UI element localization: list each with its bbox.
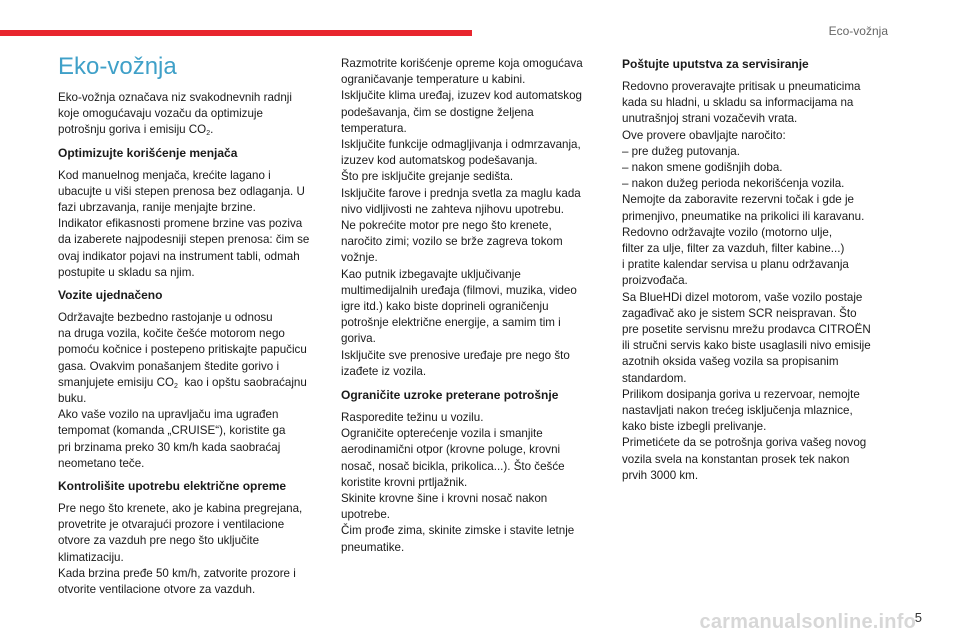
text-line: proizvođača.	[622, 274, 688, 288]
paragraph-excess-consumption	[341, 410, 605, 556]
text-line: Razmotrite korišćenje opreme koja omogućava	[341, 57, 583, 70]
text-line: Rasporedite težinu u vozilu.	[341, 411, 484, 425]
text-line: primenjivo, pneumatike na prikolici ili karavanu.	[622, 209, 865, 223]
section-heading-excess-consumption: Ograničite uzroke preterane potrošnje	[341, 388, 559, 403]
paragraph-servicing	[622, 79, 887, 484]
text-line: zagađivač ako je sistem SCR neispravan. Što	[622, 306, 857, 320]
text-line: igre itd.) kako biste doprineli ograničenju	[341, 300, 549, 314]
text-line: postupite u skladu sa njim.	[58, 265, 195, 279]
column-right	[622, 56, 887, 488]
text-line: goriva.	[341, 332, 376, 346]
text-line: standardom.	[622, 371, 687, 385]
text-line: buku.	[58, 392, 87, 406]
text-line: Eko-vožnja označava niz svakodnevnih radnji	[58, 91, 292, 104]
text-line: Skinite krovne šine i krovni nosač nakon	[341, 492, 548, 506]
paragraph-smooth-driving	[58, 310, 324, 472]
text-fragment: potrošnju goriva i emisiju CO	[58, 123, 207, 137]
section-header-label: Eco-vožnja	[828, 24, 888, 38]
section-heading-servicing: Poštujte uputstva za servisiranje	[622, 57, 809, 71]
text-line: ovaj indikator pojavi na instrument tabli, odmah	[58, 249, 300, 263]
text-line: Ako vaše vozilo na upravljaču ima ugrađen	[58, 408, 279, 422]
text-line: prvih 3000 km.	[622, 468, 699, 482]
text-line: aerodinamični otpor (krovne poluge, krovni	[341, 443, 561, 457]
text-line: Isključite klima uređaj, izuzev kod automatskog	[341, 89, 583, 103]
header-accent-bar	[0, 30, 472, 36]
paragraph-electrical	[58, 501, 324, 598]
text-line: Redovno održavajte vozilo (motorno ulje,	[622, 225, 833, 239]
text-fragment: kao i opštu saobraćajnu	[177, 375, 307, 389]
text-line: fazi ubrzavanja, ranije menjajte brzine.	[58, 201, 256, 215]
page-title: Eko-vožnja	[58, 53, 177, 80]
text-line: pomoću kočnice i postepeno pritiskajte papučicu	[58, 343, 307, 357]
text-line: azotnih oksida vašeg vozila sa propisanim	[622, 355, 839, 369]
text-line: Sa BlueHDi dizel motorom, vaše vozilo postaje	[622, 290, 863, 304]
text-line: vozila svela na konstantan prosek tek nakon	[622, 452, 850, 466]
text-line: pneumatike.	[341, 540, 405, 554]
text-line: izađete iz vozila.	[341, 364, 427, 378]
list-item: – nakon smene godišnjih doba.	[622, 161, 783, 175]
text-line: nosač, nosač bicikla, prikolica...). Što češće	[341, 459, 565, 473]
text-line: Ove provere obavljajte naročito:	[622, 128, 786, 142]
text-line: vožnje.	[341, 251, 378, 265]
text-line: ograničavanje temperature u kabini.	[341, 73, 526, 87]
column-left	[58, 52, 324, 602]
text-line: filter za ulje, filter za vazduh, filter kabine...)	[622, 242, 845, 256]
text-line: nivo vidljivosti ne zahteva njihovu upotrebu.	[341, 202, 564, 216]
text-line	[58, 122, 324, 138]
list-item: – pre dužeg putovanja.	[622, 144, 740, 158]
text-line: Redovno proveravajte pritisak u pneumaticima	[622, 80, 861, 93]
text-line: Isključite sve prenosive uređaje pre nego što	[341, 348, 570, 362]
text-fragment: smanjujete emisiju CO	[58, 375, 174, 389]
text-line: Ne pokrećite motor pre nego što krenete,	[341, 219, 552, 233]
text-line: pre posetite servisnu mrežu prodavca CITROËN	[622, 323, 871, 337]
text-line: Pre nego što krenete, ako je kabina pregrejana,	[58, 502, 303, 516]
watermark: carmanualsonline.info	[699, 611, 916, 633]
text-line: da izaberete najpodesniji stepen prenosa: čim se	[58, 233, 310, 247]
text-line: koje omogućavaju vozaču da optimizuje	[58, 107, 263, 121]
text-line: Čim prođe zima, skinite zimske i stavite letnje	[341, 524, 575, 538]
text-line: tempomat (komanda „CRUISE“), koristite ga	[58, 424, 286, 438]
text-line: Nemojte da zaboravite rezervni točak i gde je	[622, 193, 854, 207]
paragraph-equipment	[341, 56, 605, 380]
intro-paragraph	[58, 90, 324, 139]
section-heading-electrical: Kontrolišite upotrebu električne opreme	[58, 479, 287, 494]
text-line: izuzev kod automatskog podešavanja.	[341, 154, 538, 168]
text-line: na druga vozila, kočite češće motorom nego	[58, 327, 285, 341]
text-line	[58, 375, 324, 391]
section-heading-gears: Optimizujte korišćenje menjača	[58, 145, 238, 160]
text-line: Primetićete da se potrošnja goriva vašeg novog	[622, 436, 867, 450]
text-line: kada su hladni, u skladu sa informacijama na	[622, 96, 854, 110]
text-line: gasa. Ovakvim ponašanjem štedite gorivo i	[58, 359, 280, 373]
text-line: Održavajte bezbedno rastojanje u odnosu	[58, 311, 273, 325]
text-line: ubacujte u viši stepen prenosa bez odlaganja. U	[58, 184, 305, 198]
text-line: naročito zimi; vozilo se brže zagreva tokom	[341, 235, 563, 249]
text-line: otvore za vazduh pre nego što uključite	[58, 534, 260, 548]
text-line: ili stručni servis kako biste usaglasili nivo emisije	[622, 339, 871, 353]
text-line: Isključite funkcije odmagljivanja i odmrzavanja,	[341, 138, 581, 152]
text-line: podešavanja, čim se dostigne željena	[341, 105, 534, 119]
text-fragment: .	[210, 123, 214, 137]
text-line: koristite krovni prtljažnik.	[341, 475, 468, 489]
text-line: temperatura.	[341, 121, 407, 135]
text-line: otvorite ventilacione otvore za vazduh.	[58, 583, 256, 597]
text-line: kako biste izbegli prelivanje.	[622, 420, 767, 434]
text-line: Kod manuelnog menjača, krećite lagano i	[58, 168, 271, 182]
column-middle	[341, 56, 605, 560]
text-line: Isključite farove i prednja svetla za maglu kada	[341, 186, 581, 200]
text-line: multimedijalnih uređaja (filmovi, muzika, video	[341, 283, 577, 297]
text-line: Kao putnik izbegavajte uključivanje	[341, 267, 521, 281]
text-line: i pratite kalendar servisa u planu održavanja	[622, 258, 849, 272]
text-line: nastavljati nakon trećeg isključenja mlaznice,	[622, 404, 853, 418]
text-line: Kada brzina pređe 50 km/h, zatvorite prozore i	[58, 566, 296, 580]
text-line: Indikator efikasnosti promene brzine vas poziva	[58, 217, 303, 231]
page-number: 5	[914, 610, 922, 625]
text-line: unutrašnjoj strani vozačevih vrata.	[622, 112, 798, 126]
text-line: Ograničite opterećenje vozila i smanjite	[341, 427, 543, 441]
text-line: provetrite je otvarajući prozore i ventilacione	[58, 518, 285, 532]
text-line: Što pre isključite grejanje sedišta.	[341, 170, 514, 184]
list-item: – nakon dužeg perioda nekorišćenja vozila.	[622, 177, 845, 191]
text-line: upotrebe.	[341, 508, 390, 522]
section-heading-smooth-driving: Vozite ujednačeno	[58, 288, 163, 303]
text-line: Prilikom dosipanja goriva u rezervoar, nemojte	[622, 387, 860, 401]
paragraph-gears	[58, 168, 324, 281]
subscript: 2	[173, 382, 178, 390]
subscript: 2	[206, 130, 211, 138]
text-line: pri brzinama preko 30 km/h kada saobraćaj	[58, 440, 281, 454]
text-line: potrošnje električne energije, a samim tim i	[341, 316, 561, 330]
text-line: neometano teče.	[58, 456, 145, 470]
text-line: klimatizaciju.	[58, 550, 124, 564]
